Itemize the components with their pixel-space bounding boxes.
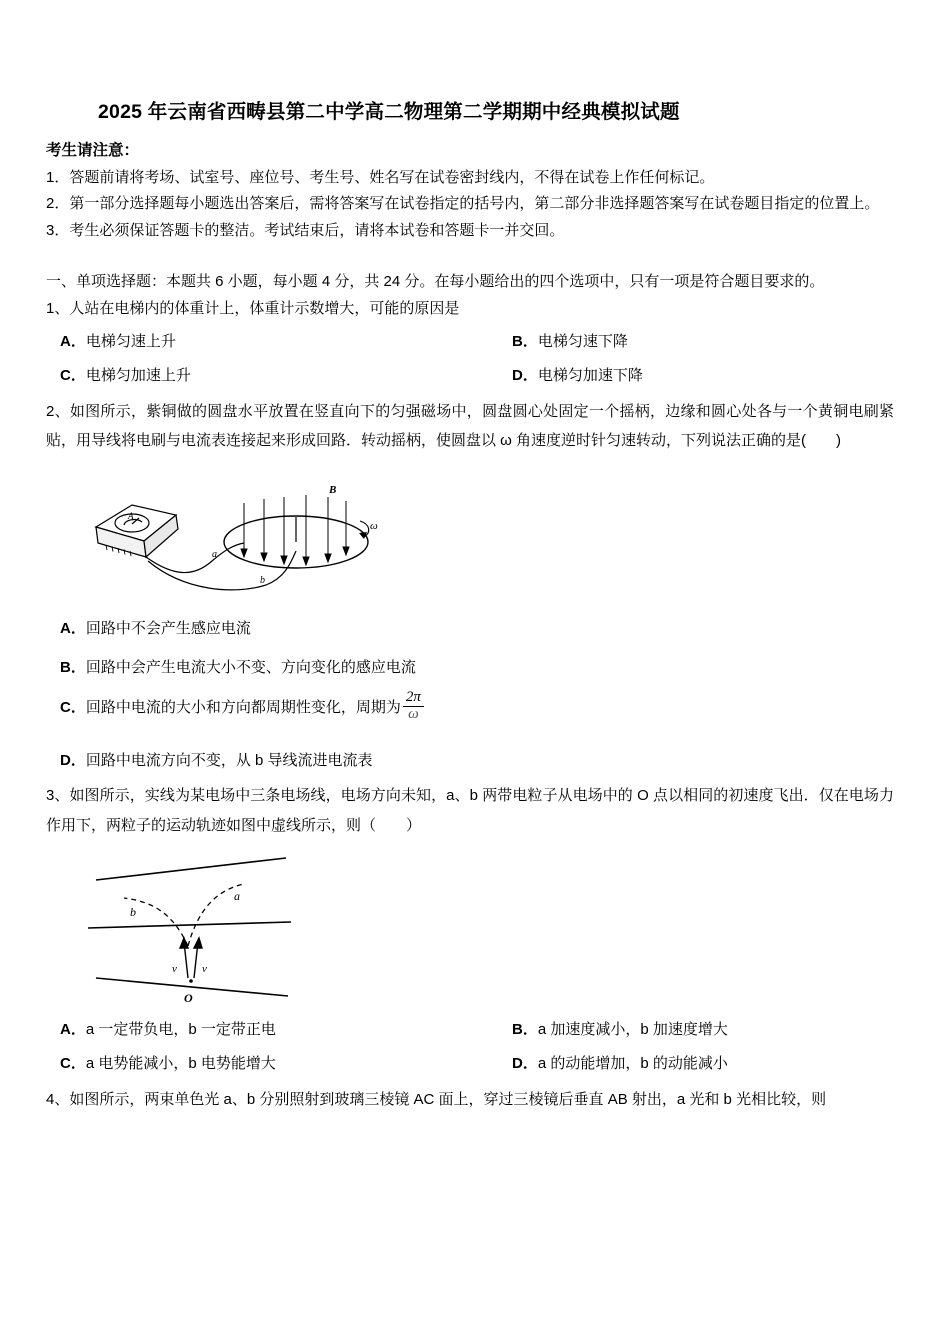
disc-magnet-diagram — [84, 465, 404, 605]
notice-heading: 考生请注意： — [46, 142, 140, 159]
option-text: a 加速度减小，b 加速度增大 — [537, 1020, 728, 1038]
question-1-option-c — [46, 362, 470, 391]
question-4-stem: 4、如图所示，两束单色光 a、b 分别照射到玻璃三棱镜 AC 面上，穿过三棱镜后垂直 AB 射出，a 光和 b 光相比较，则 — [46, 1090, 827, 1108]
field-lines-diagram — [76, 850, 376, 1010]
notice-line-2: 2．第一部分选择题每小题选出答案后，需将答案写在试卷指定的括号内，第二部分非选择题答案写在试卷题目指定的位置上。 — [46, 195, 880, 213]
origin-label: O — [184, 990, 193, 1005]
option-text: 回路中电流方向不变，从 b 导线流进电流表 — [85, 751, 373, 769]
question-1-option-d — [470, 362, 894, 391]
question-3-option-c — [46, 1050, 470, 1079]
option-label: D． — [512, 367, 538, 385]
question-3-stem: 3、如图所示，实线为某电场中三条电场线，电场方向未知，a、b 两带电粒子从电场中的 O 点以相同的初速度飞出．仅在电场力作用下，两粒子的运动轨迹如图中虚线所示，则（ ） — [46, 787, 894, 834]
option-label: D． — [60, 751, 86, 769]
notice-line-3: 3．考生必须保证答题卡的整洁。考试结束后，请将本试卷和答题卡一并交回。 — [46, 221, 565, 239]
omega-label: ω — [370, 520, 378, 533]
velocity-label-right: v — [202, 962, 207, 975]
option-label: A． — [60, 1020, 86, 1038]
question-2-option-b — [60, 654, 894, 683]
option-label: B． — [512, 1020, 538, 1038]
question-2-figure — [84, 465, 894, 605]
trajectory-label-b: b — [130, 904, 136, 919]
option-label: C． — [60, 367, 86, 385]
question-1-options-row-2 — [46, 362, 894, 391]
option-label: C． — [60, 699, 86, 717]
option-text: 电梯匀加速上升 — [85, 367, 191, 385]
question-2-option-d — [60, 747, 894, 776]
wire-label-b: b — [260, 575, 265, 587]
option-label: B． — [512, 332, 538, 350]
option-text: a 一定带负电，b 一定带正电 — [85, 1020, 276, 1038]
question-1-option-a — [46, 328, 470, 357]
option-text: 电梯匀速下降 — [537, 332, 628, 350]
question-3-figure — [76, 850, 894, 1010]
question-1-options-row-1 — [46, 328, 894, 357]
option-label: D． — [512, 1055, 538, 1073]
option-text: 回路中电流的大小和方向都周期性变化，周期为 — [85, 699, 401, 717]
notice-line-1: 1．答题前请将考场、试室号、座位号、考生号、姓名写在试卷密封线内，不得在试卷上作任何标记。 — [46, 169, 715, 186]
option-text: 回路中不会产生感应电流 — [85, 620, 251, 638]
option-label: A． — [60, 620, 86, 638]
option-text: a 的动能增加，b 的动能减小 — [537, 1055, 728, 1073]
option-text: 回路中会产生电流大小不变、方向变化的感应电流 — [85, 658, 416, 676]
question-3-options-row-1 — [46, 1016, 894, 1045]
question-2-stem: 2、如图所示，紫铜做的圆盘水平放置在竖直向下的匀强磁场中，圆盘圆心处固定一个摇柄，边缘和圆心处各与一个黄铜电刷紧贴，用导线将电刷与电流表连接起来形成回路．转动摇柄，使圆盘以 ω 角速度逆时针匀速转动，下列说法正确的是( ) — [46, 402, 894, 450]
option-label: C． — [60, 1055, 86, 1073]
question-3-options-row-2 — [46, 1050, 894, 1079]
fraction-numerator: 2π — [403, 690, 424, 707]
period-fraction — [403, 690, 424, 723]
section-heading: 一、单项选择题：本题共 6 小题，每小题 4 分，共 24 分。在每小题给出的四个选项中，只有一项是符合题目要求的。 — [46, 272, 825, 290]
question-3-option-d — [470, 1050, 894, 1079]
meter-label: A — [128, 511, 134, 522]
field-label-B: B — [329, 484, 337, 497]
wire-label-a: a — [212, 549, 217, 561]
option-text: 电梯匀速上升 — [85, 332, 176, 350]
option-label: A． — [60, 332, 86, 350]
fraction-denominator: ω — [408, 706, 419, 723]
option-text: 电梯匀加速下降 — [537, 367, 643, 385]
question-2-option-c — [60, 689, 894, 725]
question-1-option-b — [470, 328, 894, 357]
option-text: a 电势能减小，b 电势能增大 — [85, 1055, 276, 1073]
question-3-option-b — [470, 1016, 894, 1045]
question-3-option-a — [46, 1016, 470, 1045]
option-label: B． — [60, 658, 86, 676]
trajectory-label-a: a — [234, 888, 240, 903]
velocity-label-left: v — [172, 962, 177, 975]
question-1-stem: 1、人站在电梯内的体重计上，体重计示数增大，可能的原因是 — [46, 300, 460, 318]
page-title: 2025 年云南省西畴县第二中学高二物理第二学期期中经典模拟试题 — [98, 101, 680, 123]
question-2-option-a — [60, 615, 894, 644]
